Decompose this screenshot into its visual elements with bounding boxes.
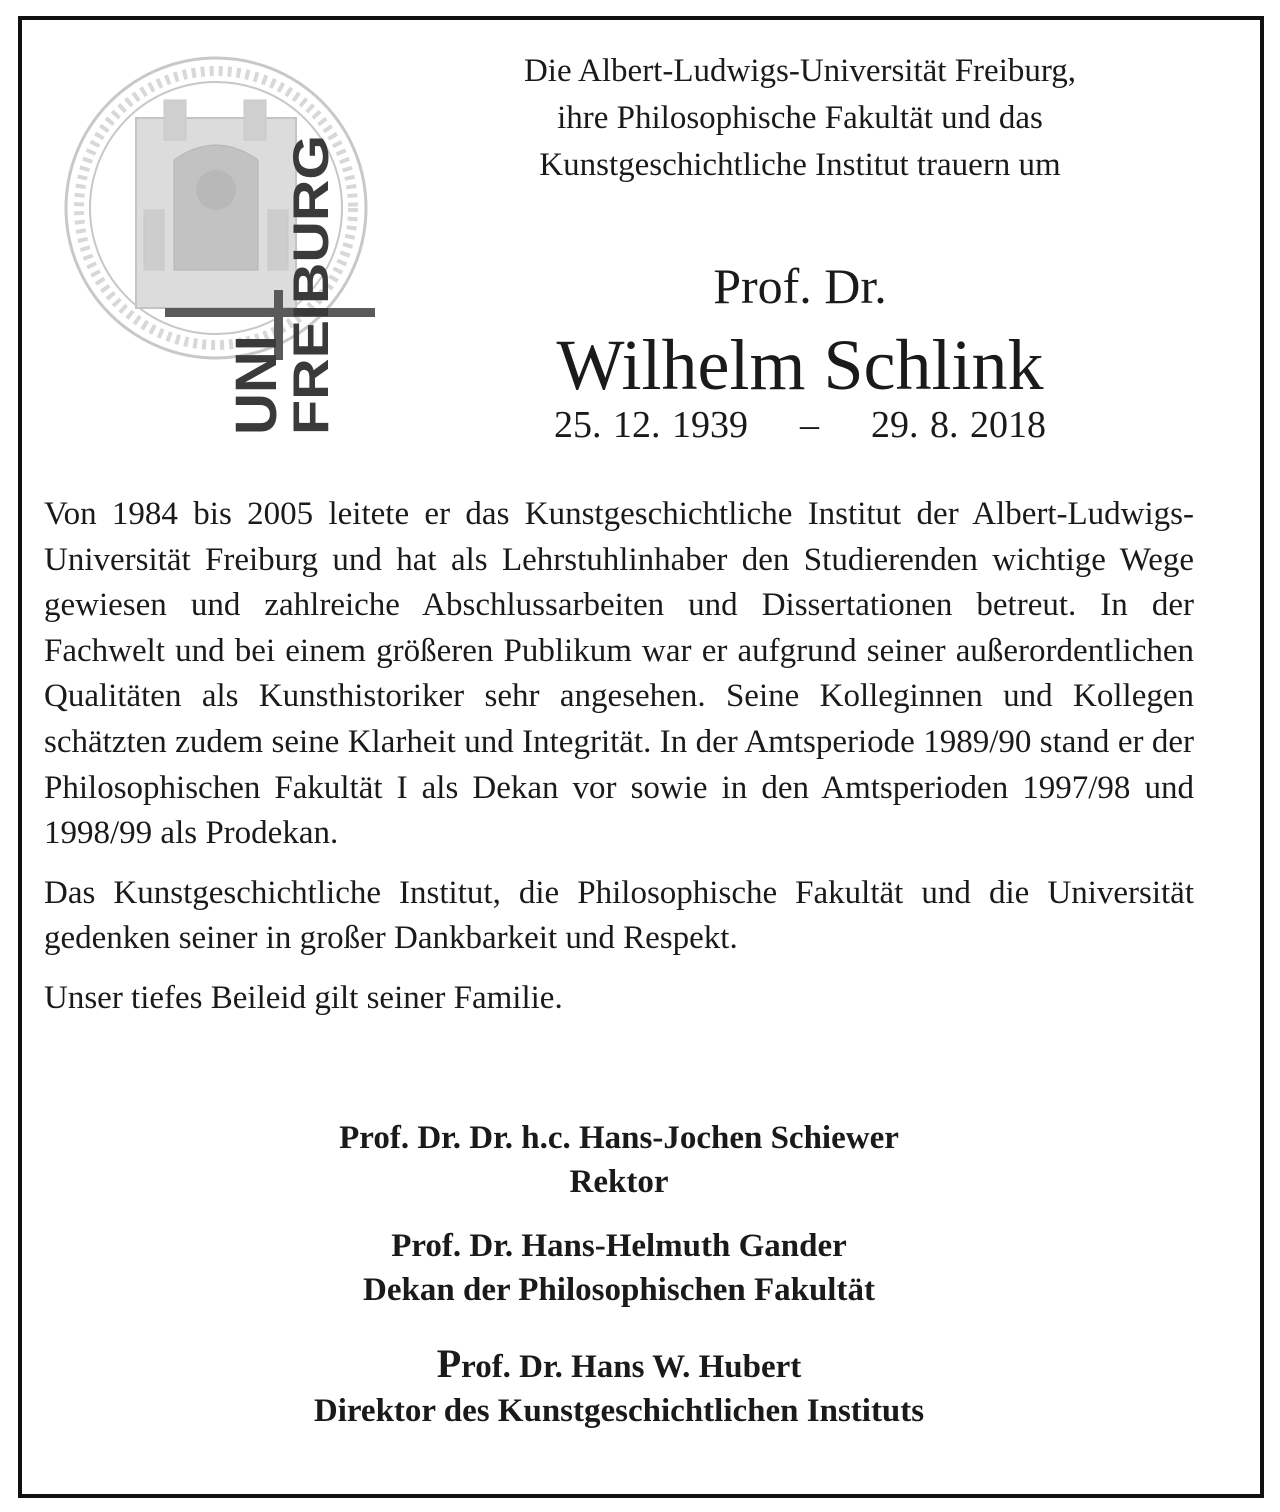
deceased-name: Wilhelm Schlink <box>556 325 1044 405</box>
header-line: Kunstgeschichtliche Institut trauern um <box>539 147 1061 183</box>
signatory-dean <box>44 1224 1194 1312</box>
deceased-title: Prof. Dr. <box>713 258 887 314</box>
signatory-name: Prof. Dr. Dr. h.c. Hans-Jochen Schiewer <box>339 1120 899 1156</box>
announcement-header <box>440 48 1160 189</box>
signatory-role: Direktor des Kunstgeschichtlichen Instituts <box>313 1393 925 1429</box>
signatory-name-rest: rof. Dr. Hans W. Hubert <box>461 1349 802 1385</box>
birth-date: 25. 12. 1939 <box>554 404 748 446</box>
death-date: 29. 8. 2018 <box>871 404 1046 446</box>
signatory-role: Dekan der Philosophischen Fakultät <box>363 1272 875 1308</box>
date-separator: – <box>800 404 819 446</box>
signatory-rector <box>44 1116 1194 1204</box>
paragraph: Unser tiefes Beileid gilt seiner Familie. <box>44 979 563 1016</box>
signatory-role: Rektor <box>569 1164 669 1200</box>
logo-text-uni: UNI <box>224 335 289 435</box>
obituary-text <box>44 492 1194 1036</box>
paragraph: Von 1984 bis 2005 leitete er das Kunstgeschichtliche Institut der Albert-Ludwigs-Universität Freiburg und hat als Lehrstuhlinhaber den Studierenden wichtige Wege gewiesen und zahlreiche Abschlussarbeiten und Dissertationen betreut. In der Fachwelt und bei einem größeren Publikum war er aufgrund seiner außerordentlichen Qualitäten als Kunsthistoriker sehr angesehen. Seine Kolleginnen und Kollegen schätzten zudem seine Klarheit und Integrität. In der Amtsperiode 1989/90 stand er der Philosophischen Fakultät I als Dekan vor sowie in den Amtsperioden 1997/98 und 1998/99 als Prodekan. <box>44 496 1194 852</box>
signatory-name-initial: P <box>436 1341 462 1386</box>
header-line: ihre Philosophische Fakultät und das <box>557 100 1043 136</box>
signatory-name: Prof. Dr. Hans-Helmuth Gander <box>391 1228 847 1264</box>
logo-text-freiburg: FREIBURG <box>283 173 339 435</box>
life-dates <box>440 400 1160 450</box>
header-line: Die Albert-Ludwigs-Universität Freiburg, <box>523 53 1077 89</box>
signatory-director <box>44 1342 1194 1433</box>
uni-freiburg-logo <box>44 40 384 460</box>
paragraph: Das Kunstgeschichtliche Institut, die Philosophische Fakultät und die Universität gedenken seiner in großer Dankbarkeit und Respekt. <box>44 874 1194 957</box>
signatory-name <box>44 1342 1194 1389</box>
